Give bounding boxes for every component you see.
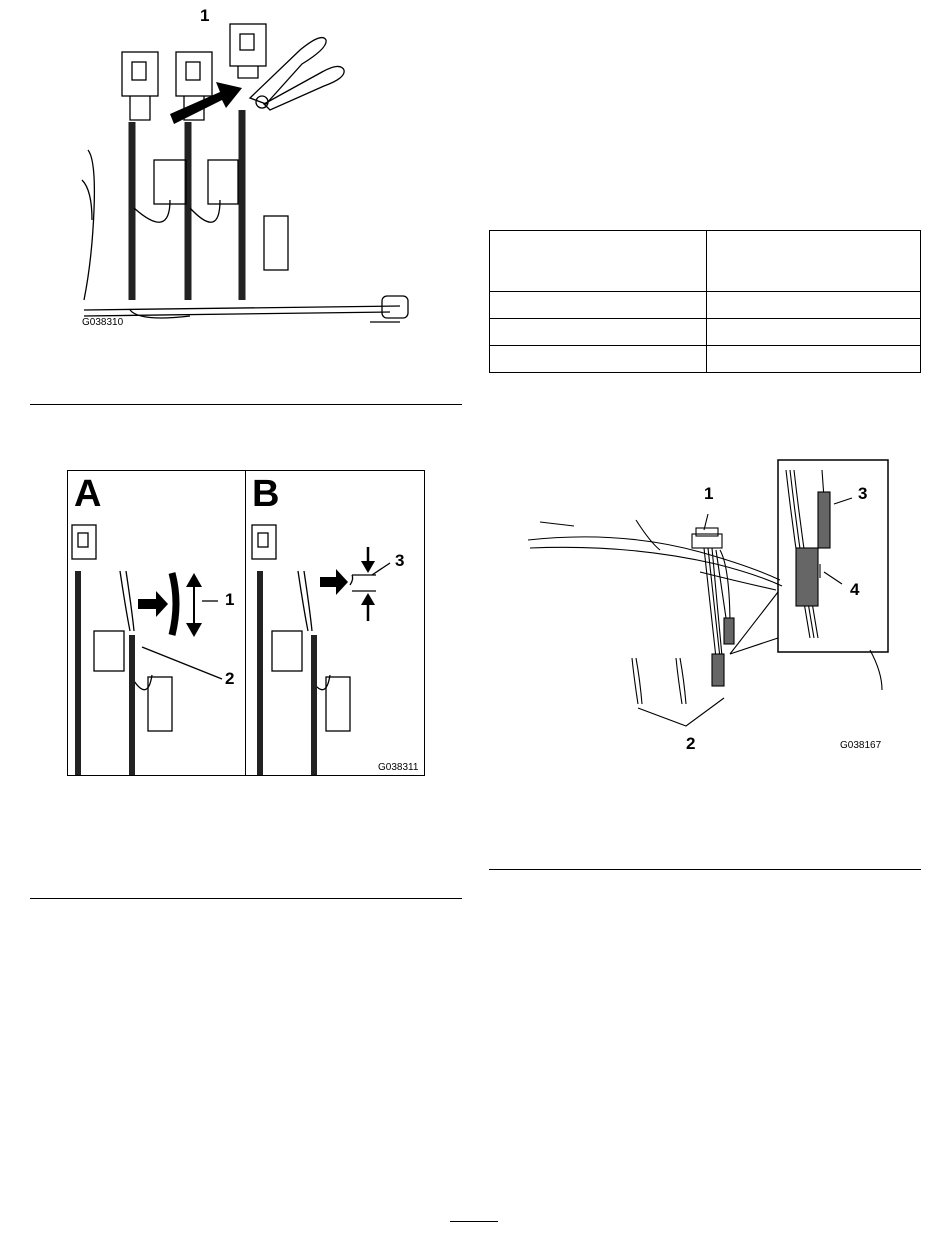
divider-2: [30, 898, 462, 899]
table-row: [490, 319, 921, 346]
table-cell: [490, 231, 707, 292]
divider-3: [489, 869, 921, 870]
figure-1: [70, 6, 430, 340]
table-cell: [490, 319, 707, 346]
figure-1-callout-1: 1: [200, 6, 210, 25]
table-cell: [707, 231, 921, 292]
figure-1-illustration: [70, 10, 430, 340]
figure-2-code: G038311: [378, 762, 419, 773]
figure-2-panel-b-label: B: [252, 473, 280, 515]
figure-2-illustration: [68, 471, 424, 775]
figure-2-callout-3: 3: [395, 551, 405, 570]
figure-3-callout-2: 2: [686, 734, 696, 753]
figure-3-code: G038167: [840, 740, 882, 751]
figure-3-callout-1: 1: [704, 484, 714, 503]
table-cell: [707, 346, 921, 373]
figure-2-callout-2: 2: [225, 669, 235, 688]
table-row: [490, 231, 921, 292]
table-cell: [490, 292, 707, 319]
figure-1-code: G038310: [82, 317, 124, 328]
figure-3-callout-3: 3: [858, 484, 868, 503]
table-cell: [490, 346, 707, 373]
figure-2-callout-1: 1: [225, 590, 235, 609]
table-row: [490, 346, 921, 373]
page-footer-line: [450, 1221, 498, 1222]
divider-1: [30, 404, 462, 405]
figure-3-callout-4: 4: [850, 580, 860, 599]
table-cell: [707, 319, 921, 346]
figure-3-illustration: [520, 458, 890, 768]
table-row: [490, 292, 921, 319]
figure-3: [520, 458, 890, 768]
spec-table: [489, 230, 921, 373]
figure-2-panel-a-label: A: [74, 473, 102, 515]
figure-2: [67, 470, 425, 776]
table-cell: [707, 292, 921, 319]
